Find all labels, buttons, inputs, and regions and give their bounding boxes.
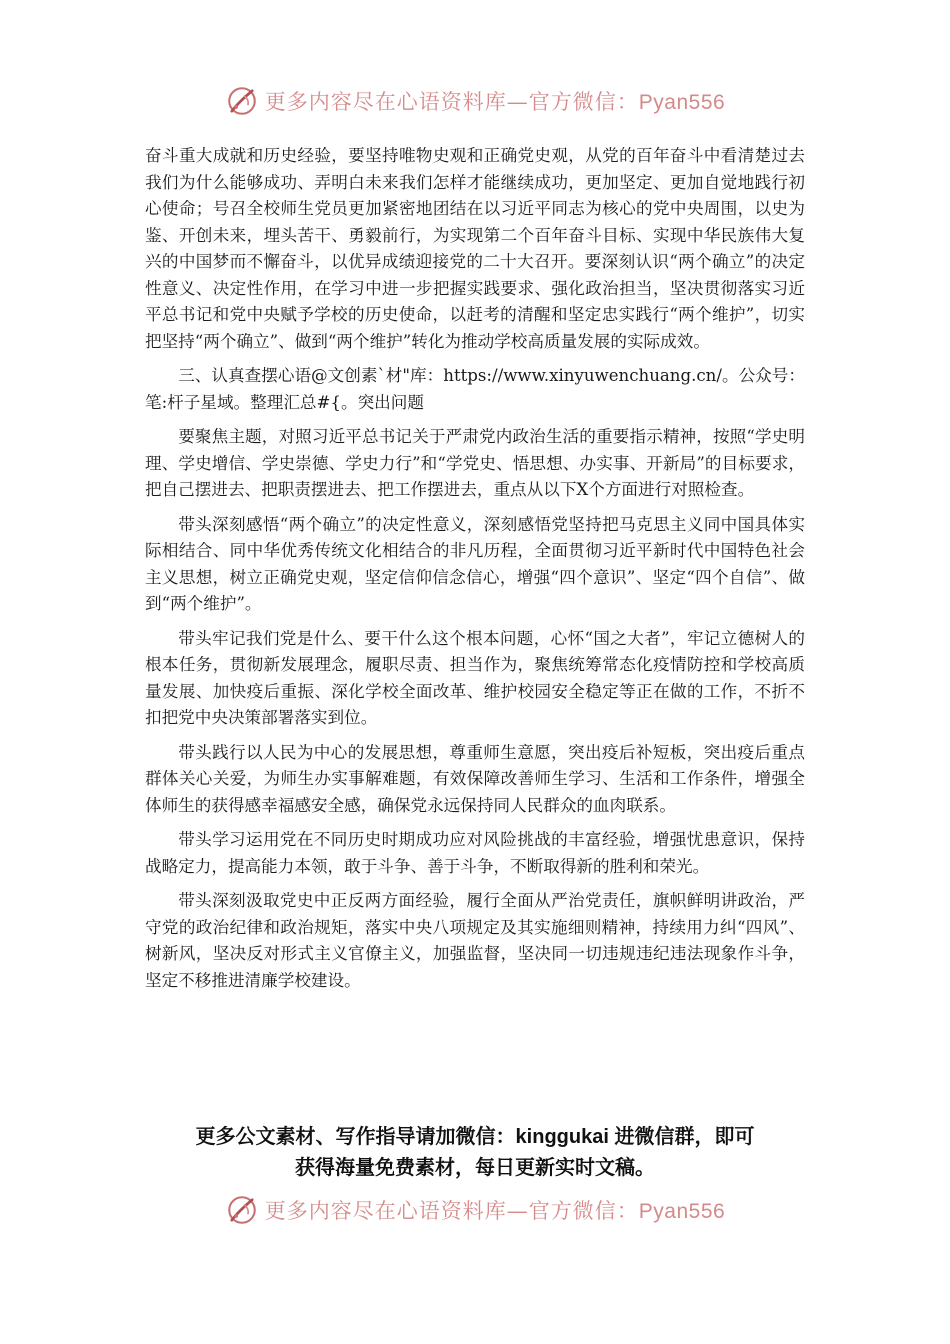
paragraph: 带头牢记我们党是什么、要干什么这个根本问题，心怀“国之大者”，牢记立德树人的根本任务，贯彻新发展理念，履职尽责、担当作为，聚焦统筹常态化疫情防控和学校高质量发展、加快疫后重振、深化学校全面改革、维护校园安全稳定等正在做的工作，不折不扣把党中央决策部署落实到位。 [145,628,805,727]
paragraph: 带头深刻感悟“两个确立”的决定性意义，深刻感悟党坚持把马克思主义同中国具体实际相结合、同中华优秀传统文化相结合的非凡历程，全面贯彻习近平新时代中国特色社会主义思想，树立正确党史观，坚定信仰信念信心，增强“四个意识”、坚定“四个自信”、做到“两个维护”。 [145,514,805,613]
paragraph: 带头践行以人民为中心的发展思想，尊重师生意愿，突出疫后补短板，突出疫后重点群体关心关爱，为师生办实事解难题，有效保障改善师生学习、生活和工作条件，增强全体师生的获得感幸福感安全感，确保党永远保持同人民群众的血肉联系。 [145,742,805,815]
promo-line: 更多公文素材、写作指导请加微信：kinggukai 进微信群，即可 [195,1126,755,1148]
watermark-text: 更多内容尽在心语资料库—官方微信：Pyan556 [264,90,726,114]
watermark-text: 更多内容尽在心语资料库—官方微信：Pyan556 [264,1199,726,1223]
section-heading-paragraph: 三、认真查摆心语@文创素`材"库：https://www.xinyuwenchuang.cn/。公众号：笔:杆子星域。整理汇总#{。突出问题 [145,366,805,412]
paragraph: 奋斗重大成就和历史经验，要坚持唯物史观和正确党史观，从党的百年奋斗中看清楚过去我们为什么能够成功、弄明白未来我们怎样才能继续成功，更加坚定、更加自觉地践行初心使命；号召全校师生党员更加紧密地团结在以习近平同志为核心的党中央周围，以史为鉴、开创未来，埋头苦干、勇毅前行，为实现第二个百年奋斗目标、实现中华民族伟大复兴的中国梦而不懈奋斗，以优异成绩迎接党的二十大召开。要深刻认识“两个确立”的决定性意义、决定性作用，在学习中进一步把握实践要求、强化政治担当，坚决贯彻落实习近平总书记和党中央赋予学校的历史使命，以赶考的清醒和坚定忠实践行“两个维护”，切实把坚持“两个确立”、做到“两个维护”转化为推动学校高质量发展的实际成效。 [145,146,805,351]
footer-watermark [0,1193,950,1227]
brush-pen-logo-icon [225,84,259,118]
brush-pen-logo-icon [225,1193,259,1227]
promo-notice [145,1122,805,1184]
promo-line: 获得海量免费素材，每日更新实时文稿。 [295,1157,655,1179]
paragraph: 要聚焦主题，对照习近平总书记关于严肃党内政治生活的重要指示精神，按照“学史明理、学史增信、学史崇德、学史力行”和“学党史、悟思想、办实事、开新局”的目标要求，把自己摆进去、把职责摆进去、把工作摆进去，重点从以下X个方面进行对照检查。 [145,427,805,499]
document-body [145,143,805,1002]
header-watermark [0,84,950,118]
paragraph: 带头学习运用党在不同历史时期成功应对风险挑战的丰富经验，增强忧患意识，保持战略定力，提高能力本领，敢于斗争、善于斗争，不断取得新的胜利和荣光。 [145,830,805,876]
paragraph: 带头深刻汲取党史中正反两方面经验，履行全面从严治党责任，旗帜鲜明讲政治，严守党的政治纪律和政治规矩，落实中央八项规定及其实施细则精神，持续用力纠“四风”、树新风，坚决反对形式主义官僚主义，加强监督，坚决同一切违规违纪违法现象作斗争，坚定不移推进清廉学校建设。 [145,891,805,990]
